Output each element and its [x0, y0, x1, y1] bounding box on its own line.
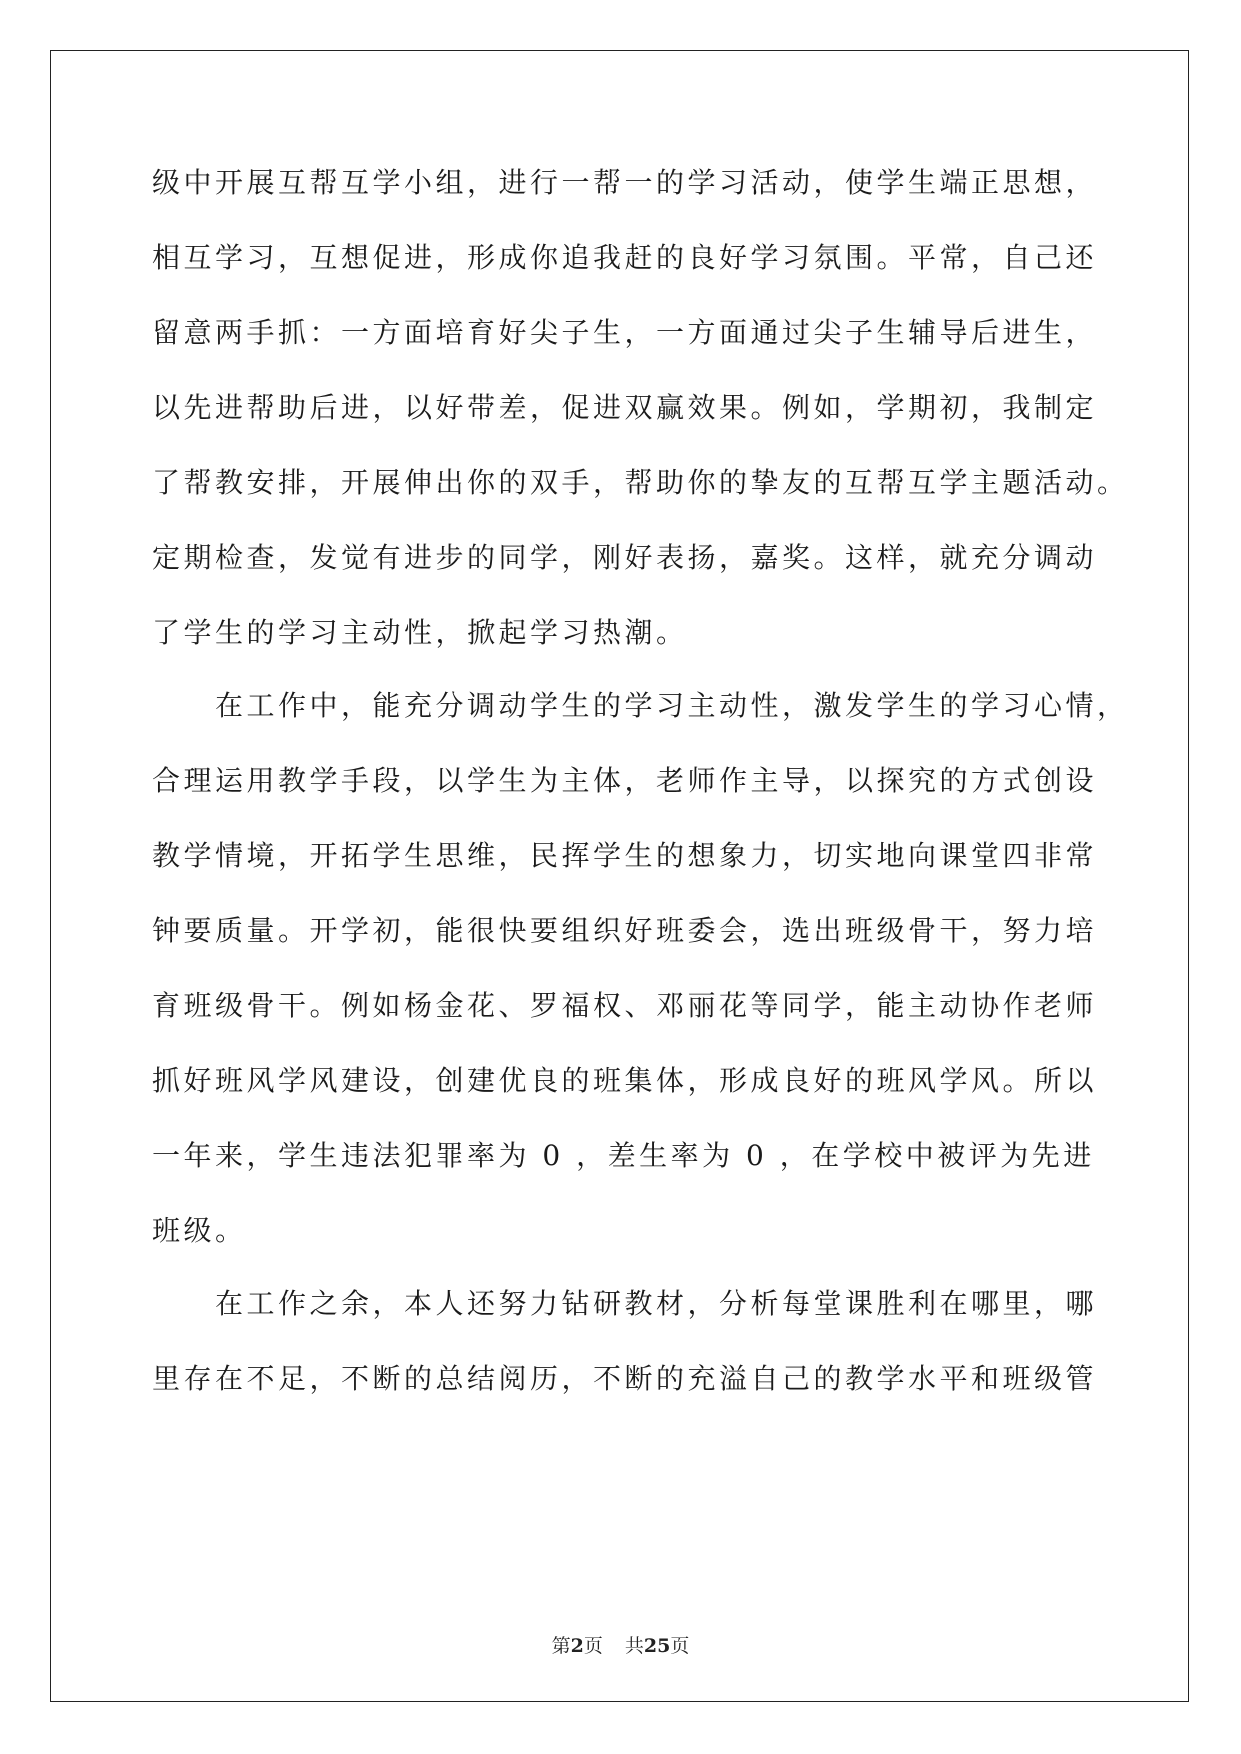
- text-line: 相互学习，互想促进，形成你追我赶的良好学习氛围。平常，自己还: [152, 241, 1098, 274]
- page-border: [50, 50, 1189, 1702]
- text-line: 班级。: [152, 1214, 247, 1247]
- total-suffix: 页: [670, 1635, 690, 1657]
- text-line: 留意两手抓：一方面培育好尖子生，一方面通过尖子生辅导后进生，: [152, 316, 1098, 349]
- text-line: 以先进帮助后进，以好带差，促进双赢效果。例如，学期初，我制定: [152, 391, 1098, 424]
- text-line: 里存在不足，不断的总结阅历，不断的充溢自己的教学水平和班级管: [152, 1362, 1098, 1395]
- text-line: 定期检查，发觉有进步的同学，刚好表扬，嘉奖。这样，就充分调动: [152, 541, 1098, 574]
- text-line: 育班级骨干。例如杨金花、罗福权、邓丽花等同学，能主动协作老师: [152, 989, 1098, 1022]
- text-line: 了学生的学习主动性，掀起学习热潮。: [152, 616, 688, 649]
- page-suffix: 页: [583, 1635, 603, 1657]
- text-line: 教学情境，开拓学生思维，民挥学生的想象力，切实地向课堂四非常: [152, 839, 1098, 872]
- text-line: 抓好班风学风建设，创建优良的班集体，形成良好的班风学风。所以: [152, 1064, 1098, 1097]
- text-line: 在工作之余，本人还努力钻研教材，分析每堂课胜利在哪里，哪: [152, 1287, 1098, 1320]
- text-line: 一年来，学生违法犯罪率为 0 ，差生率为 0 ，在学校中被评为先进: [152, 1139, 1095, 1172]
- page-prefix: 第: [551, 1635, 571, 1657]
- text-line: 钟要质量。开学初，能很快要组织好班委会，选出班级骨干，努力培: [152, 914, 1098, 947]
- page-footer: [0, 1634, 1241, 1658]
- text-line: 合理运用教学手段，以学生为主体，老师作主导，以探究的方式创设: [152, 764, 1098, 797]
- page-number: 2: [570, 1635, 584, 1657]
- text-line: 级中开展互帮互学小组，进行一帮一的学习活动，使学生端正思想，: [152, 166, 1098, 199]
- total-pages: 25: [643, 1635, 671, 1657]
- text-line: 在工作中，能充分调动学生的学习主动性，激发学生的学习心情，: [152, 689, 1129, 722]
- text-line: 了帮教安排，开展伸出你的双手，帮助你的挚友的互帮互学主题活动。: [152, 466, 1129, 499]
- total-prefix: 共: [624, 1635, 644, 1657]
